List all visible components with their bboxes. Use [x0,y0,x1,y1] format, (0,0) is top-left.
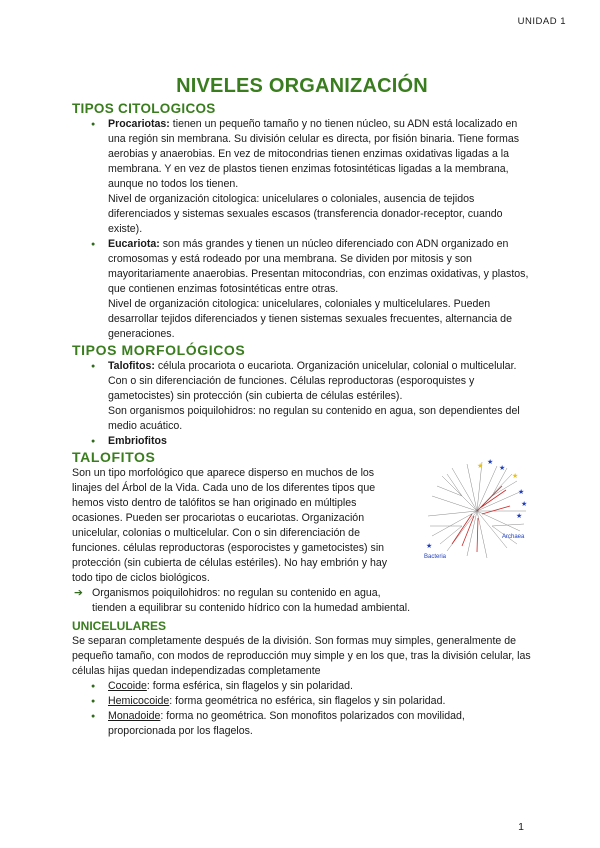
talofitos-paragraph: Son un tipo morfológico que aparece disperso en muchos de los linajes del Árbol de la Vida. Cada uno de los diferentes tipos que hemos visto dentro de talófitos se han originado en múltiples ocasiones. Pueden ser procariotas o eucariotas. Organización unicelular, colonias o multicelular. Con o sin diferenciación de funciones. células reproductoras (esporocistes y gametocistes) sin protección (sin cubierta de células estériles). No hay embrión y hay todo tipo de ciclos biológicos. [72,467,388,584]
star-icon: ★ [516,512,523,520]
list-item-hemicocoide [108,694,532,709]
arrow-note-line1: Organismos poiquilohidros: no regulan su contenido en agua, [92,587,381,599]
morfologicos-list [72,359,532,449]
tree-of-life-figure [422,456,532,566]
unicelulares-list [72,679,532,739]
extra-procariotas: Nivel de organización citologica: unicelulares o coloniales, ausencia de tejidos diferenciados y sistemas sexuales escasos (transferencia donador-receptor, cuando existe). [108,193,503,235]
term-embriofitos: Embriofitos [108,435,167,447]
text-monadoide: : forma no geométrica. Son monofitos polarizados con movilidad, proporcionada por los flagelos. [108,710,465,737]
list-item-procariotas [108,117,532,237]
star-icon: ★ [426,542,433,550]
page-number: 1 [518,821,524,833]
term-cocoide: Cocoide [108,680,147,692]
section-heading-talofitos: TALOFITOS [72,449,156,465]
term-talofitos: Talofitos: [108,360,155,372]
star-icon: ★ [518,488,525,496]
section-heading-unicelulares: UNICELULARES [72,619,167,633]
text-cocoide: : forma esférica, sin flagelos y sin polaridad. [146,680,353,692]
term-eucariota: Eucariota: [108,238,160,250]
list-item-monadoide [108,709,532,739]
extra-eucariota: Nivel de organización citologica: unicelulares, coloniales y multicelulares. Pueden desarrollar tejidos diferenciados y tienen sistemas sexuales frecuentes, alternancia de generaciones. [108,298,512,340]
term-hemicocoide: Hemicocoide [108,695,170,707]
arrow-note [72,586,424,616]
section-heading-tipos-morfologicos: TIPOS MORFOLÓGICOS [72,342,246,358]
extra-talofitos: Son organismos poiquilohidros: no regulan su contenido en agua, son dependientes del medio acuático. [108,405,520,432]
text-eucariota: son más grandes y tienen un núcleo diferenciado con ADN organizado en cromosomas y está rodeado por una membrana. Se dividen por mitosis y son mayoritariamente anaerobias. Presentan mitocondrias, con enzimas oxidativas, y plastos, que contienen enzimas fotosintéticas entre otras. [108,238,529,295]
list-item-talofitos [108,359,532,434]
red-lineages [452,486,510,552]
list-item-eucariota [108,237,532,342]
star-icon: ★ [512,472,519,480]
term-monadoide: Monadoide [108,710,161,722]
section-heading-tipos-citologicos: TIPOS CITOLOGICOS [72,101,216,116]
arrow-note-line2: tienden a equilibrar su contenido hídrico con la humedad ambiental. [92,602,411,614]
star-icon: ★ [477,462,484,470]
text-procariotas: tienen un pequeño tamaño y no tienen núcleo, su ADN está localizado en una región sin membrana. Su división celular es directa, por fisión binaria. Tiene formas aerobias y anaerobias. En vez de mitocondrias tienen enzimas oxidativas ligadas a la membrana. Y en vez de plastos tienen enzimas fotosintéticas ligadas a la membrana, aunque no todos los tienen. [108,118,520,190]
text-hemicocoide: : forma geométrica no esférica, sin flagelos y sin polaridad. [169,695,446,707]
document-body [72,74,532,739]
citologicos-list [72,117,532,342]
page-title: NIVELES ORGANIZACIÓN [176,75,428,97]
label-archaea: Archaea [502,534,525,540]
term-procariotas: Procariotas: [108,118,170,130]
arrow-right-icon: ➔ [74,587,83,599]
unicelulares-paragraph: Se separan completamente después de la división. Son formas muy simples, generalmente de pequeño tamaño, con modos de reproducción muy simple y en los que, tras la división celular, las células hijas quedan independizadas completamente [72,635,531,677]
header-unit-label: UNIDAD 1 [517,16,566,27]
list-item-embriofitos [108,434,532,449]
label-bacteria: Bacteria [424,554,447,560]
list-item-cocoide [108,679,532,694]
star-icon: ★ [487,458,494,466]
talofitos-section [72,458,532,616]
star-icon: ★ [521,500,528,508]
text-talofitos: célula procariota o eucariota. Organización unicelular, colonial o multicelular. Con o sin diferenciación de funciones. Células reproductoras (esporoquistes y gametocistes) sin protección (sin cubierta de células estériles). [108,360,517,402]
star-icon: ★ [499,464,506,472]
